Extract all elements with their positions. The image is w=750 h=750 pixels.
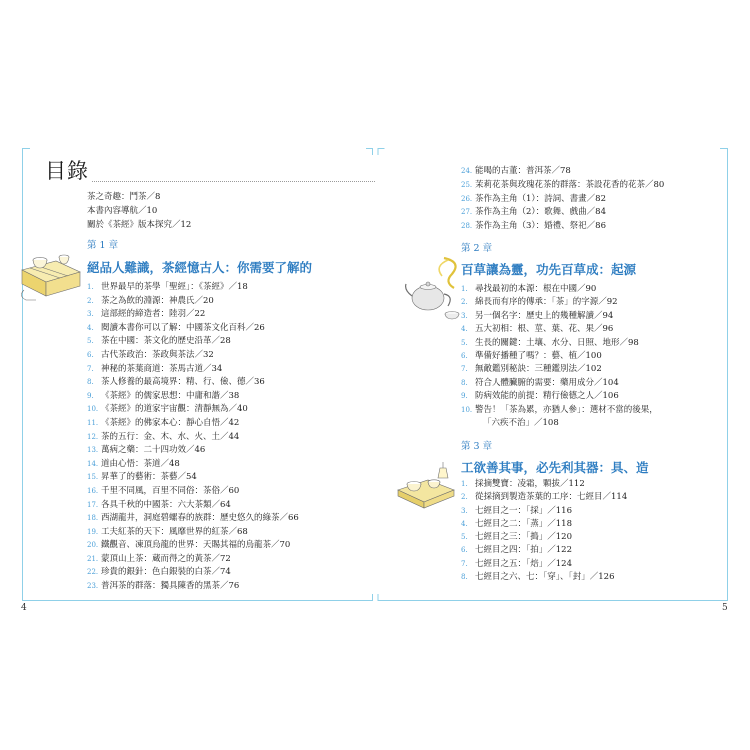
toc-entry	[461, 390, 658, 403]
toc-title: 目錄	[45, 159, 89, 183]
toc-entry	[461, 571, 627, 584]
entry-number: 10.	[461, 405, 473, 414]
toc-entry	[87, 417, 299, 431]
toc-entry	[461, 544, 627, 557]
entry-text: 符合人體臟腑的需要：藥用成分／104	[475, 377, 619, 388]
toc-entry	[87, 431, 299, 445]
entry-number: 14.	[87, 459, 99, 468]
chapter-3-label: 第 3 章	[461, 441, 493, 452]
entry-text: 尋找最初的本源：根在中國／90	[475, 284, 597, 294]
entry-text: 道由心悟：茶道／48	[101, 458, 180, 469]
entry-number: 20.	[87, 541, 99, 550]
toc-entry	[87, 539, 299, 553]
toc-entry	[461, 377, 658, 390]
entry-number: 18.	[87, 514, 99, 523]
toc-entry	[87, 526, 299, 540]
chapter-2-title: 百草讓為靈，功先百草成：起源	[461, 262, 637, 277]
entry-text: 七經目之五：「焙」／124	[475, 558, 572, 569]
entry-text: 另一個名字：歷史上的幾種解讀／94	[475, 310, 614, 321]
entry-text: 鐵觀音、凍頂烏龍的世界：天賜其福的烏龍茶／70	[101, 540, 291, 551]
entry-number: 17.	[87, 500, 99, 509]
entry-number: 5.	[87, 337, 94, 346]
entry-number: 2.	[87, 296, 94, 305]
entry-number: 1.	[461, 285, 468, 293]
toc-entry	[461, 165, 664, 179]
entry-number: 24.	[461, 167, 473, 175]
entry-number: 11.	[87, 418, 99, 427]
entry-text: 茶在中國：茶文化的歷史沿革／28	[101, 336, 231, 347]
entry-number: 16.	[87, 486, 99, 495]
entry-number: 28.	[461, 222, 473, 230]
toc-entry	[461, 296, 658, 309]
chapter-1-title: 絕品人難識，茶經憶古人：你需要了解的	[87, 260, 313, 275]
toc-entry	[87, 363, 299, 377]
page-number-right: 5	[722, 603, 728, 613]
entry-text: 西湖龍井，洞庭碧螺春的族群：歷史悠久的綠茶／66	[101, 513, 299, 524]
toc-entry	[87, 499, 299, 513]
toc-entry	[87, 295, 299, 309]
toc-entry	[87, 335, 299, 349]
entry-text: 七經目之二：「蒸」／118	[475, 518, 572, 529]
toc-entry	[87, 512, 299, 526]
entry-number: 6.	[461, 351, 468, 360]
chapter-2-entries	[461, 283, 658, 430]
entry-number: 25.	[461, 180, 473, 189]
toc-entry	[87, 553, 299, 567]
front-matter-item: 關於《茶經》版本探究／12	[87, 220, 192, 230]
entry-text: 採摘雙寶：凌霜，顆拔／112	[475, 479, 585, 489]
entry-text: 茶的五行：金、木、水、火、土／44	[101, 431, 240, 442]
entry-text: 七經目之三：「搗」／120	[475, 532, 572, 543]
toc-entry	[87, 444, 299, 458]
chapter-3-entries	[461, 478, 627, 584]
toc-entry	[461, 363, 658, 376]
toc-entry	[87, 566, 299, 580]
entry-number: 8.	[87, 378, 94, 387]
entry-number: 4.	[461, 519, 468, 528]
entry-number: 2.	[461, 298, 468, 307]
entry-number: 19.	[87, 527, 99, 536]
entry-text: 各具千秋的中國茶：六大茶類／64	[101, 499, 231, 510]
toc-entry	[461, 323, 658, 336]
toc-entry	[461, 220, 664, 234]
toc-entry	[461, 478, 627, 491]
toc-entry	[461, 531, 627, 544]
chapter-1-entries	[87, 281, 299, 594]
entry-number: 2.	[461, 493, 468, 502]
entry-text: 茶人修養的最高境界：精、行、儉、德／36	[101, 377, 265, 388]
toc-entry	[461, 491, 627, 504]
entry-number: 7.	[461, 559, 468, 568]
front-matter-item: 本書內容導航／10	[87, 206, 158, 216]
toc-entry	[87, 485, 299, 499]
entry-number: 3.	[461, 311, 468, 320]
tea-set-icon	[16, 246, 88, 304]
entry-number: 8.	[461, 573, 468, 582]
entry-text: 茶之為飲的淵源：神農氏／20	[101, 295, 214, 306]
entry-text: 茶作為主角（2）：歌舞、戲曲／84	[475, 207, 606, 218]
toc-entry	[87, 403, 299, 417]
title-dotted-rule	[92, 181, 375, 182]
entry-text: 綿長而有序的傳承：「茶」的字源／92	[475, 297, 618, 308]
entry-number: 10.	[87, 405, 99, 414]
entry-number: 21.	[87, 554, 99, 563]
entry-number: 4.	[87, 323, 94, 332]
page-number-left: 4	[21, 603, 27, 613]
entry-number: 3.	[87, 310, 94, 319]
toc-entry-continuation	[461, 417, 658, 430]
front-matter-item: 茶之奇趣：鬥茶／8	[87, 192, 161, 202]
entry-text: 這部經的締造者：陸羽／22	[101, 309, 206, 320]
entry-number: 23.	[87, 582, 99, 591]
toc-entry	[461, 518, 627, 531]
entry-number: 7.	[87, 364, 94, 373]
entry-text: 警告！「茶為累，亦猶人參」：選材不當的後果，	[475, 404, 658, 415]
entry-text: 茶作為主角（1）：詩詞、書畫／82	[475, 193, 606, 204]
entry-text: 千里不同風，百里不同俗：茶俗／60	[101, 485, 240, 496]
entry-text: 閱讀本書你可以了解：中國茶文化百科／26	[101, 322, 265, 333]
entry-text: 萬病之藥：二十四功效／46	[101, 445, 206, 456]
entry-text: 昇華了的藝術：茶藝／54	[101, 472, 197, 483]
toc-entry	[87, 281, 299, 295]
entry-text: 茉莉花茶與玫瑰花茶的群落：茶設花香的花茶／80	[475, 179, 665, 190]
toc-entry	[87, 580, 299, 594]
entry-text: 世界最早的茶學「聖經」：《茶經》／18	[101, 282, 248, 292]
toc-entry	[461, 193, 664, 207]
entry-text: 七經目之六、七：「穿」、「封」／126	[475, 572, 615, 583]
toc-entry	[87, 322, 299, 336]
entry-text: 防病效能的前提：精行儉德之人／106	[475, 391, 619, 402]
entry-number: 7.	[461, 365, 468, 374]
toc-entry	[87, 458, 299, 472]
entry-number: 15.	[87, 473, 99, 482]
entry-text: 蒙頂山上茶：蔵而得之的黃茶／72	[101, 553, 231, 564]
toc-entry	[461, 206, 664, 220]
toc-entry	[461, 404, 658, 417]
entry-number: 9.	[87, 391, 94, 400]
entry-text: 無敵鑑別秘訣：三種鑑別法／102	[475, 364, 602, 375]
entry-text: 《茶經》的道家宇宙觀：清靜無為／40	[101, 404, 248, 415]
entry-number: 3.	[461, 506, 468, 515]
entry-text: 七經目之一：「採」／116	[475, 505, 572, 516]
chapter-3-title: 工欲善其事，必先利其器：具、造	[461, 460, 649, 475]
entry-text: 五大初相：根、莖、葉、花、果／96	[475, 324, 614, 335]
entry-number: 27.	[461, 208, 473, 217]
entry-text: 七經目之四：「拍」／122	[475, 545, 572, 556]
toc-entry	[461, 179, 664, 193]
toc-entry	[87, 349, 299, 363]
entry-number: 22.	[87, 568, 99, 577]
chapter-2-label: 第 2 章	[461, 243, 493, 254]
entry-text: 能喝的古董：普洱茶／78	[475, 166, 571, 176]
entry-number: 6.	[87, 350, 94, 359]
entry-number: 5.	[461, 338, 468, 347]
toc-entry	[461, 337, 658, 350]
teapot-icon	[404, 254, 464, 322]
entry-number: 26.	[461, 194, 473, 203]
entry-number: 12.	[87, 432, 99, 441]
toc-entry	[87, 308, 299, 322]
chapter-1-entries-continued	[461, 165, 664, 234]
toc-entry	[461, 310, 658, 323]
entry-text: 生長的關鍵：土壤、水分、日照、地形／98	[475, 337, 639, 348]
chapter-1-label: 第 1 章	[87, 240, 119, 251]
entry-number: 13.	[87, 446, 99, 455]
toc-entry	[461, 350, 658, 363]
entry-text: 珍貴的銀針：色白銀裝的白茶／74	[101, 567, 231, 578]
entry-text: 「六疾不治」／108	[483, 417, 559, 428]
entry-text: 工夫紅茶的天下：風靡世界的紅茶／68	[101, 526, 248, 537]
entry-text: 普洱茶的群落：獨具陳香的黑茶／76	[101, 581, 240, 592]
toc-entry	[461, 558, 627, 571]
entry-text: 《茶經》的儒家思想：中庸和諧／38	[101, 390, 240, 401]
entry-text: 準備好播種了嗎？：藝、植／100	[475, 350, 602, 361]
entry-number: 4.	[461, 325, 468, 334]
toc-entry	[87, 471, 299, 485]
entry-number: 6.	[461, 546, 468, 555]
toc-entry	[87, 390, 299, 404]
entry-number: 1.	[87, 283, 94, 291]
front-matter-list	[87, 190, 191, 232]
toc-entry	[87, 376, 299, 390]
entry-number: 1.	[461, 480, 468, 488]
entry-number: 5.	[461, 533, 468, 542]
tea-tray-icon	[394, 460, 458, 514]
entry-text: 茶作為主角（3）：婚禮、祭祀／86	[475, 221, 606, 231]
toc-entry	[461, 283, 658, 296]
toc-entry	[461, 505, 627, 518]
entry-number: 8.	[461, 378, 468, 387]
entry-text: 《茶經》的佛家本心：靜心自悟／42	[101, 417, 240, 428]
entry-text: 神秘的茶葉商道：茶馬古道／34	[101, 363, 223, 374]
entry-text: 從採摘到製造茶葉的工序：七經目／114	[475, 492, 628, 503]
entry-number: 9.	[461, 392, 468, 401]
entry-text: 古代茶政治：茶政與茶法／32	[101, 349, 214, 360]
